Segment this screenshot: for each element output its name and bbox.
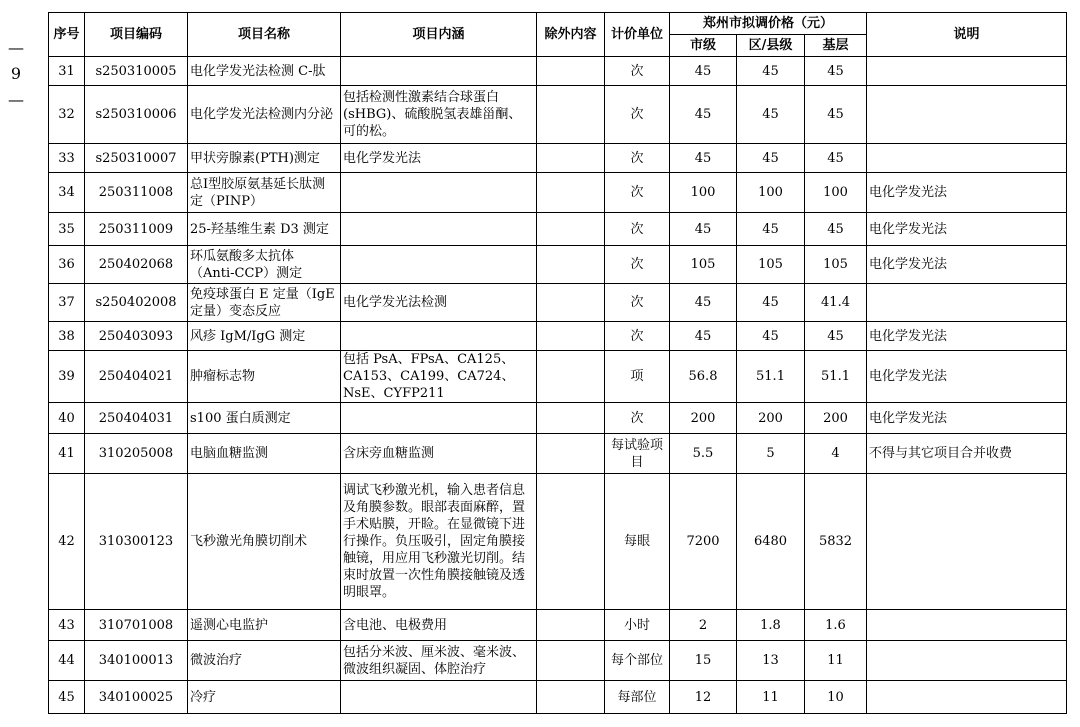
row-exclude	[537, 681, 605, 714]
table-row	[49, 322, 1067, 351]
row-seq: 39	[49, 351, 85, 403]
row-content: 包括 PsA、FPsA、CA125、CA153、CA199、CA724、NsE、CYFP211	[341, 351, 537, 403]
row-price-county: 51.1	[737, 351, 805, 403]
row-price-county: 100	[737, 173, 805, 213]
row-name: 25-羟基维生素 D3 测定	[188, 213, 341, 246]
header-exclude: 除外内容	[537, 13, 605, 57]
row-code: 310300123	[85, 474, 188, 610]
row-price-county: 105	[737, 246, 805, 284]
row-price-county: 11	[737, 681, 805, 714]
row-content	[341, 246, 537, 284]
table-row	[49, 474, 1067, 610]
row-price-grassroots: 1.6	[805, 610, 867, 641]
row-name: 风疹 IgM/IgG 测定	[188, 322, 341, 351]
page-number-value: 9	[10, 64, 22, 83]
row-code: s250310005	[85, 57, 188, 86]
row-note	[867, 681, 1067, 714]
table-row	[49, 213, 1067, 246]
row-seq: 33	[49, 144, 85, 173]
row-price-grassroots: 41.4	[805, 284, 867, 322]
row-content: 包括检测性激素结合球蛋白(sHBG)、硫酸脱氢表雄甾酮、可的松。	[341, 86, 537, 144]
row-price-grassroots: 100	[805, 173, 867, 213]
row-price-grassroots: 45	[805, 57, 867, 86]
row-exclude	[537, 322, 605, 351]
row-price-grassroots: 200	[805, 403, 867, 434]
row-unit: 每试验项目	[605, 434, 670, 474]
header-seq: 序号	[49, 13, 85, 57]
row-unit: 项	[605, 351, 670, 403]
row-exclude	[537, 610, 605, 641]
row-name: 肿瘤标志物	[188, 351, 341, 403]
row-code: 340100013	[85, 641, 188, 681]
row-content	[341, 681, 537, 714]
row-price-county: 200	[737, 403, 805, 434]
row-exclude	[537, 474, 605, 610]
row-price-grassroots: 10	[805, 681, 867, 714]
row-name: 遥测心电监护	[188, 610, 341, 641]
price-table	[48, 12, 1067, 714]
row-content: 电化学发光法检测	[341, 284, 537, 322]
table-row	[49, 641, 1067, 681]
header-unit: 计价单位	[605, 13, 670, 57]
row-code: 250311009	[85, 213, 188, 246]
row-exclude	[537, 144, 605, 173]
row-content	[341, 173, 537, 213]
row-price-city: 45	[670, 322, 737, 351]
row-name: 甲状旁腺素(PTH)测定	[188, 144, 341, 173]
row-price-county: 45	[737, 86, 805, 144]
row-seq: 40	[49, 403, 85, 434]
row-note: 电化学发光法	[867, 322, 1067, 351]
row-price-city: 12	[670, 681, 737, 714]
row-unit: 每部位	[605, 681, 670, 714]
row-note	[867, 86, 1067, 144]
row-code: s250310006	[85, 86, 188, 144]
header-content: 项目内涵	[341, 13, 537, 57]
row-price-city: 100	[670, 173, 737, 213]
header-county: 区/县级	[737, 35, 805, 57]
row-unit: 次	[605, 246, 670, 284]
row-price-grassroots: 4	[805, 434, 867, 474]
row-exclude	[537, 86, 605, 144]
table-row	[49, 284, 1067, 322]
row-unit: 次	[605, 322, 670, 351]
row-price-county: 45	[737, 322, 805, 351]
row-price-grassroots: 5832	[805, 474, 867, 610]
row-unit: 次	[605, 144, 670, 173]
row-note: 电化学发光法	[867, 351, 1067, 403]
row-content: 调试飞秒激光机，输入患者信息及角膜参数。眼部表面麻醉，置手术贴膜，开睑。在显微镜下进行操作。负压吸引，固定角膜接触镜，用应用飞秒激光切削。结束时放置一次性角膜接触镜及透明眼罩。	[341, 474, 537, 610]
row-exclude	[537, 213, 605, 246]
header-note: 说明	[867, 13, 1067, 57]
row-seq: 35	[49, 213, 85, 246]
row-code: 310701008	[85, 610, 188, 641]
row-name: 电脑血糖监测	[188, 434, 341, 474]
row-seq: 41	[49, 434, 85, 474]
row-unit: 次	[605, 86, 670, 144]
row-note: 电化学发光法	[867, 213, 1067, 246]
row-name: 总Ⅰ型胶原氨基延长肽测定（PINP）	[188, 173, 341, 213]
row-name: 电化学发光法检测内分泌	[188, 86, 341, 144]
table-row	[49, 610, 1067, 641]
row-code: 250404031	[85, 403, 188, 434]
row-code: 310205008	[85, 434, 188, 474]
row-price-grassroots: 45	[805, 144, 867, 173]
table-row	[49, 246, 1067, 284]
row-unit: 次	[605, 173, 670, 213]
row-name: 电化学发光法检测 C-肽	[188, 57, 341, 86]
row-seq: 44	[49, 641, 85, 681]
row-content	[341, 322, 537, 351]
header-code: 项目编码	[85, 13, 188, 57]
row-content: 包括分米波、厘米波、毫米波、微波组织凝固、体腔治疗	[341, 641, 537, 681]
row-price-county: 45	[737, 213, 805, 246]
row-code: s250310007	[85, 144, 188, 173]
row-unit: 次	[605, 403, 670, 434]
table-row	[49, 173, 1067, 213]
row-code: 250311008	[85, 173, 188, 213]
table-row	[49, 403, 1067, 434]
row-price-county: 6480	[737, 474, 805, 610]
row-price-city: 56.8	[670, 351, 737, 403]
row-content: 含床旁血糖监测	[341, 434, 537, 474]
row-unit: 次	[605, 57, 670, 86]
row-seq: 45	[49, 681, 85, 714]
row-note	[867, 641, 1067, 681]
row-seq: 32	[49, 86, 85, 144]
row-price-city: 200	[670, 403, 737, 434]
row-seq: 42	[49, 474, 85, 610]
row-content	[341, 213, 537, 246]
table-body	[49, 57, 1067, 714]
row-price-city: 105	[670, 246, 737, 284]
row-name: 环瓜氨酸多太抗体（Anti-CCP）测定	[188, 246, 341, 284]
row-price-grassroots: 45	[805, 213, 867, 246]
row-price-city: 45	[670, 86, 737, 144]
row-content: 含电池、电极费用	[341, 610, 537, 641]
page-number-dash-top: —	[8, 38, 24, 57]
row-price-city: 45	[670, 144, 737, 173]
header-name: 项目名称	[188, 13, 341, 57]
table-row	[49, 144, 1067, 173]
row-note: 电化学发光法	[867, 403, 1067, 434]
row-name: 微波治疗	[188, 641, 341, 681]
row-price-county: 1.8	[737, 610, 805, 641]
row-price-grassroots: 45	[805, 322, 867, 351]
row-content	[341, 403, 537, 434]
row-seq: 34	[49, 173, 85, 213]
row-exclude	[537, 434, 605, 474]
row-note: 不得与其它项目合并收费	[867, 434, 1067, 474]
table-row	[49, 86, 1067, 144]
row-seq: 36	[49, 246, 85, 284]
row-price-city: 2	[670, 610, 737, 641]
row-content	[341, 57, 537, 86]
row-seq: 38	[49, 322, 85, 351]
row-exclude	[537, 403, 605, 434]
row-note	[867, 610, 1067, 641]
header-city: 市级	[670, 35, 737, 57]
page-number	[6, 38, 26, 110]
row-unit: 小时	[605, 610, 670, 641]
row-exclude	[537, 284, 605, 322]
table-row	[49, 57, 1067, 86]
row-exclude	[537, 351, 605, 403]
row-name: 冷疗	[188, 681, 341, 714]
row-unit: 每眼	[605, 474, 670, 610]
row-code: 250402068	[85, 246, 188, 284]
row-note: 电化学发光法	[867, 246, 1067, 284]
row-price-city: 45	[670, 284, 737, 322]
row-price-grassroots: 11	[805, 641, 867, 681]
header-price-group: 郑州市拟调价格（元）	[670, 13, 867, 35]
row-note	[867, 284, 1067, 322]
row-price-city: 45	[670, 213, 737, 246]
row-price-grassroots: 105	[805, 246, 867, 284]
row-price-county: 5	[737, 434, 805, 474]
row-note	[867, 474, 1067, 610]
header-grassroots: 基层	[805, 35, 867, 57]
row-exclude	[537, 641, 605, 681]
row-exclude	[537, 246, 605, 284]
row-name: s100 蛋白质测定	[188, 403, 341, 434]
row-price-city: 45	[670, 57, 737, 86]
row-name: 飞秒激光角膜切削术	[188, 474, 341, 610]
row-price-county: 45	[737, 144, 805, 173]
row-price-grassroots: 45	[805, 86, 867, 144]
row-price-county: 45	[737, 284, 805, 322]
row-price-county: 13	[737, 641, 805, 681]
row-unit: 次	[605, 284, 670, 322]
row-unit: 每个部位	[605, 641, 670, 681]
row-code: 250404021	[85, 351, 188, 403]
row-price-city: 7200	[670, 474, 737, 610]
row-note	[867, 57, 1067, 86]
row-name: 免疫球蛋白 E 定量（IgE定量）变态反应	[188, 284, 341, 322]
row-seq: 37	[49, 284, 85, 322]
page-number-dash-bottom: —	[8, 90, 24, 109]
row-price-county: 45	[737, 57, 805, 86]
row-price-city: 5.5	[670, 434, 737, 474]
row-code: s250402008	[85, 284, 188, 322]
row-price-grassroots: 51.1	[805, 351, 867, 403]
table-row	[49, 351, 1067, 403]
row-code: 250403093	[85, 322, 188, 351]
row-exclude	[537, 57, 605, 86]
row-code: 340100025	[85, 681, 188, 714]
row-seq: 31	[49, 57, 85, 86]
row-note: 电化学发光法	[867, 173, 1067, 213]
row-price-city: 15	[670, 641, 737, 681]
table-row	[49, 434, 1067, 474]
row-note	[867, 144, 1067, 173]
row-content: 电化学发光法	[341, 144, 537, 173]
row-seq: 43	[49, 610, 85, 641]
row-exclude	[537, 173, 605, 213]
table-row	[49, 681, 1067, 714]
row-unit: 次	[605, 213, 670, 246]
